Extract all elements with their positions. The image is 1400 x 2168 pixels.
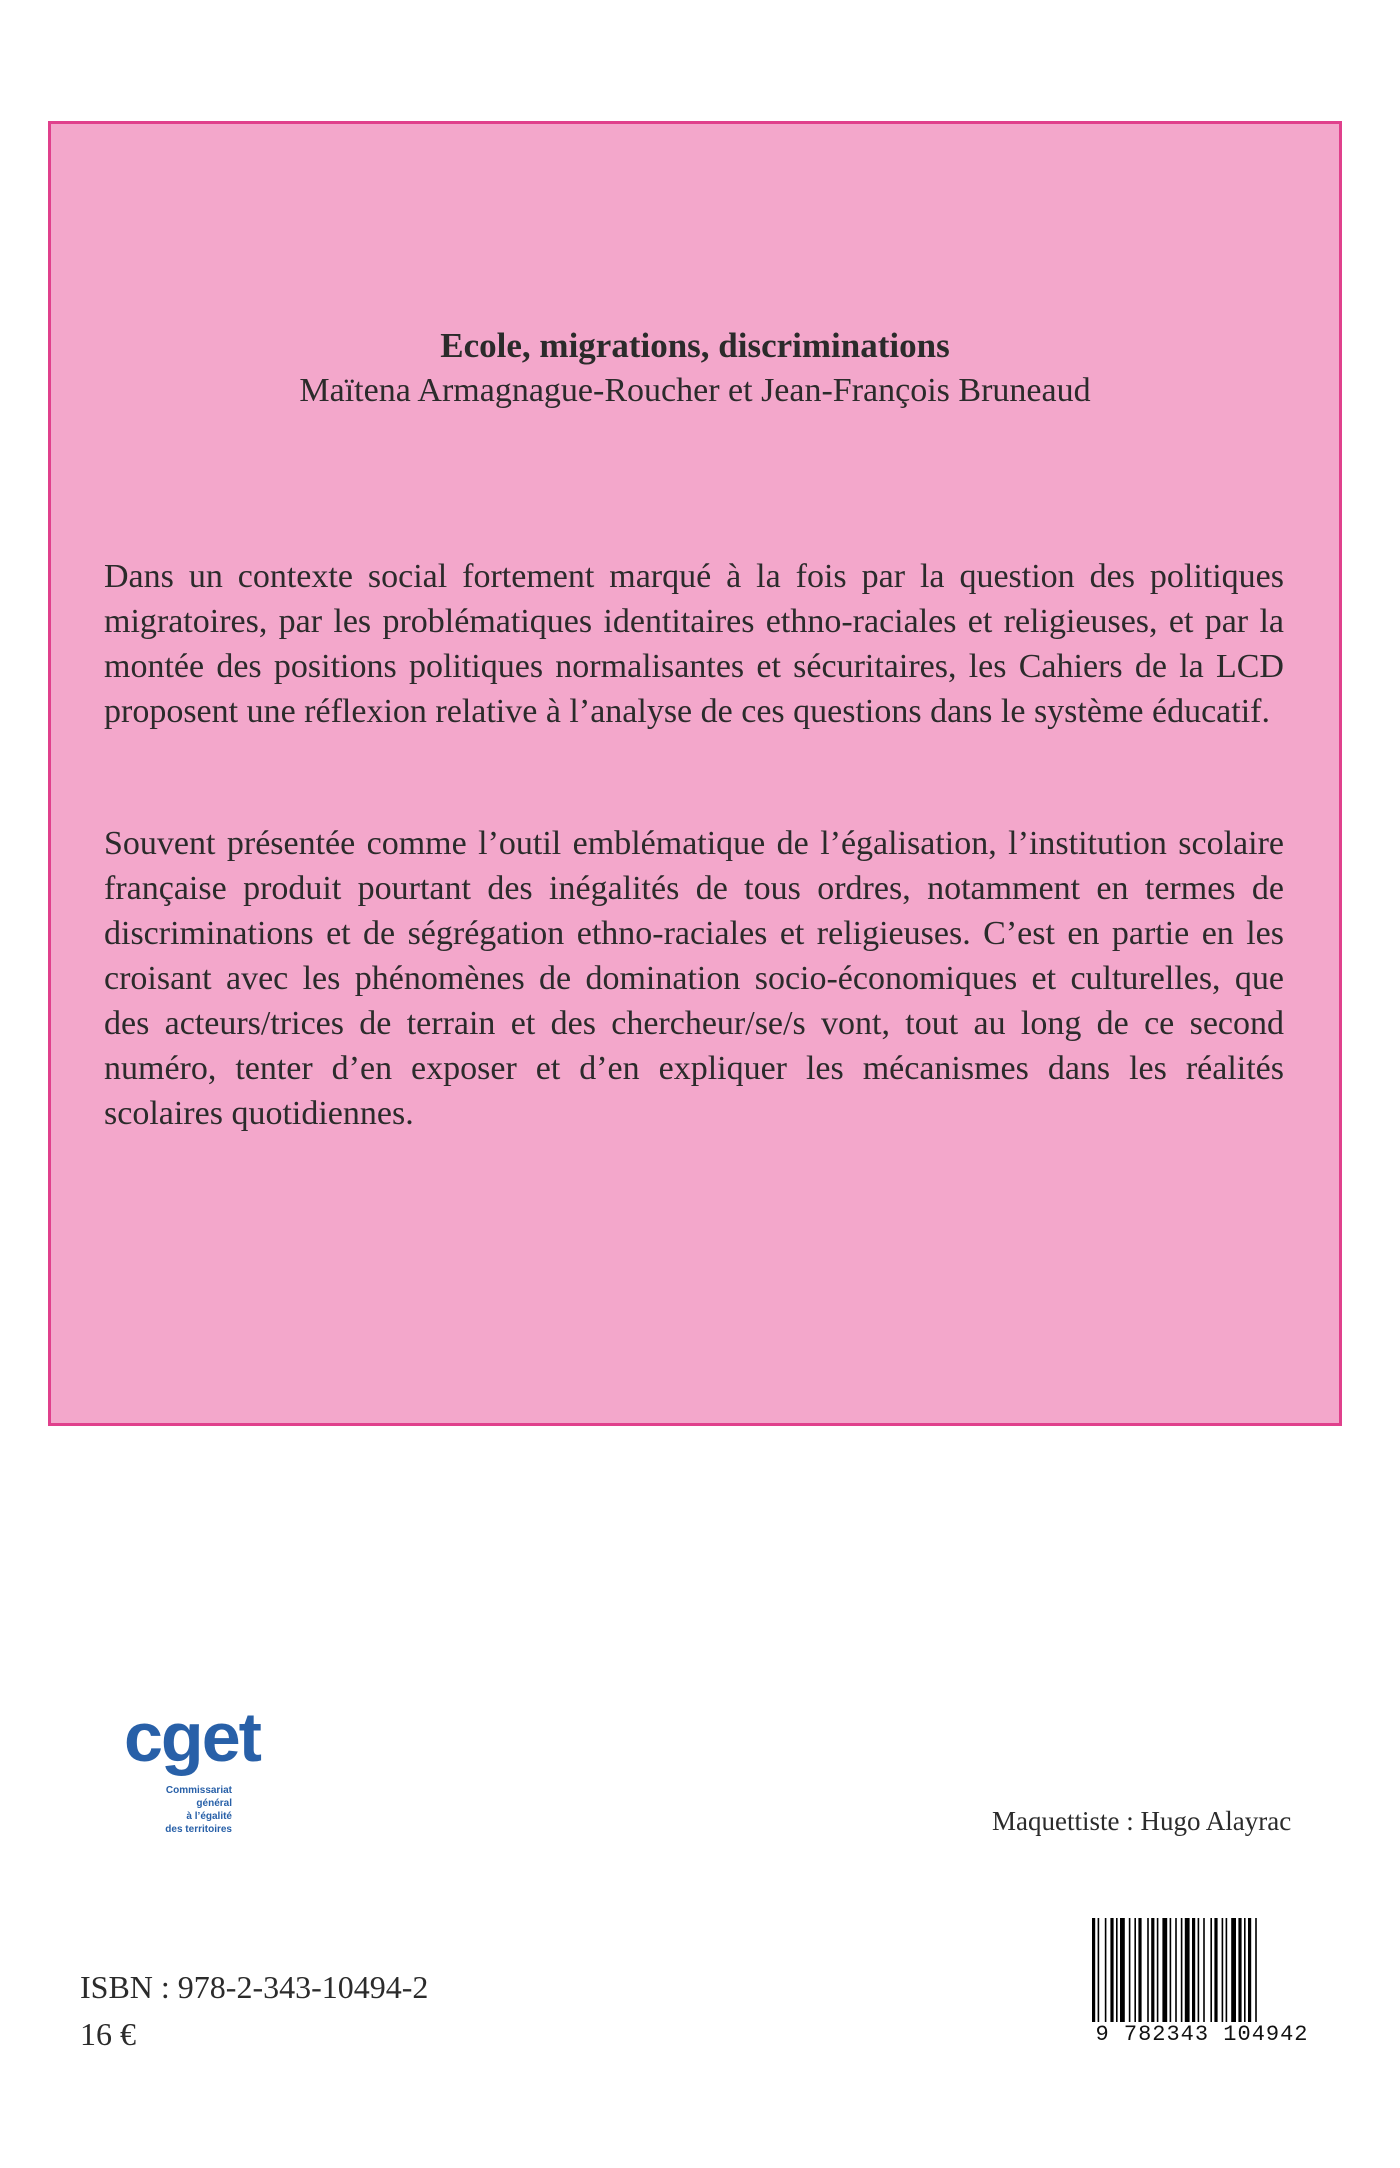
cget-tagline-line: à l’égalité [186,1811,232,1822]
back-cover-panel [48,121,1342,1426]
cget-tagline-line: général [196,1798,232,1809]
cget-tagline-line: Commissariat [165,1785,232,1796]
book-title: Ecole, migrations, discriminations [440,326,950,365]
blurb-paragraph-2: Souvent présentée comme l’outil emblématique de l’égalisation, l’institution scolaire française produit pourtant des inégalités de tous ordres, notamment en termes de discriminations et de ségrégation ethno-raciales et religieuses. C’est en partie en les croisant avec les phénomènes de domination socio-économiques et culturelles, que des acteurs/trices de terrain et des chercheur/se/s vont, tout au long de ce second numéro, tenter d’en exposer et d’en expliquer les mécanismes dans les réalités scolaires quotidiennes. [104,825,1284,1132]
book-authors: Maïtena Armagnague-Roucher et Jean-François Bruneaud [299,372,1091,409]
barcode-number: 9 782343 104942 [1084,2022,1320,2047]
cget-logo [124,1698,274,1842]
cget-tagline-line: des territoires [165,1824,232,1835]
cget-logo-word: cget [124,1698,260,1776]
cget-logo-tagline [164,1784,232,1836]
isbn: ISBN : 978-2-343-10494-2 [80,1969,429,2005]
price: 16 € [80,2016,136,2052]
designer-credit: Maquettiste : Hugo Alayrac [992,1806,1292,1836]
blurb-paragraph-1: Dans un contexte social fortement marqué à la fois par la question des politiques migratoires, par les problématiques identitaires ethno-raciales et religieuses, et par la montée des positions politiques normalisantes et sécuritaires, les Cahiers de la LCD proposent une réflexion relative à l’analyse de ces questions dans le système éducatif. [104,558,1284,730]
